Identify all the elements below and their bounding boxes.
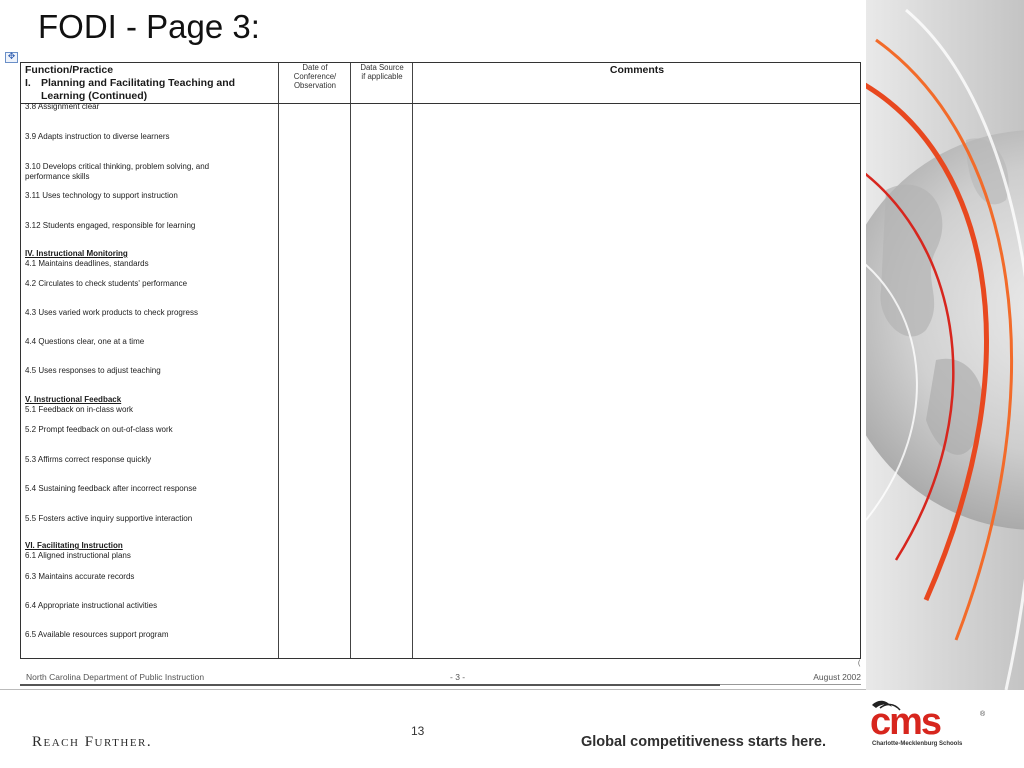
footer-page: - 3 - bbox=[450, 672, 466, 682]
data-source-header: Data Source if applicable bbox=[360, 63, 404, 81]
footer-date: August 2002 bbox=[813, 672, 861, 682]
table-row: 5.2 Prompt feedback on out-of-class work bbox=[25, 425, 173, 434]
section-heading: V. Instructional Feedback bbox=[25, 395, 122, 404]
table-row: 6.4 Appropriate instructional activities bbox=[25, 601, 158, 610]
corner-mark: ( bbox=[858, 660, 861, 667]
global-competitiveness-tagline: Global competitiveness starts here. bbox=[581, 734, 826, 750]
comments-header: Comments bbox=[609, 64, 665, 76]
section-heading: IV. Instructional Monitoring bbox=[25, 249, 128, 258]
table-row: 3.10 Develops critical thinking, problem solving, and bbox=[25, 162, 210, 171]
function-practice-title: Function/Practice bbox=[25, 64, 114, 76]
table-row: 4.1 Maintains deadlines, standards bbox=[25, 259, 149, 268]
logo-subtitle: Charlotte-Mecklenburg Schools bbox=[872, 741, 963, 747]
table-row: 3.11 Uses technology to support instruction bbox=[25, 191, 178, 200]
globe-graphic bbox=[866, 0, 1024, 690]
column-divider bbox=[278, 63, 279, 658]
fodi-form-table bbox=[20, 62, 861, 659]
table-row: performance skills bbox=[25, 172, 90, 181]
table-row: 5.3 Affirms correct response quickly bbox=[25, 455, 152, 464]
logo-registered-mark: ® bbox=[980, 711, 986, 718]
table-row: 4.4 Questions clear, one at a time bbox=[25, 337, 145, 346]
slide-page-number: 13 bbox=[411, 724, 425, 738]
logo-wordmark: cms bbox=[870, 701, 941, 743]
slide-title: FODI - Page 3: bbox=[38, 8, 260, 45]
function-practice-header bbox=[25, 64, 275, 103]
table-row: 6.3 Maintains accurate records bbox=[25, 572, 135, 581]
table-row: 3.8 Assignment clear bbox=[25, 102, 100, 111]
table-move-handle-icon[interactable]: ✥ bbox=[5, 52, 18, 63]
table-row: 3.9 Adapts instruction to diverse learners bbox=[25, 132, 170, 141]
footer-rule bbox=[720, 684, 861, 685]
slide-bottom-rule bbox=[0, 689, 866, 690]
table-row: 4.2 Circulates to check students' performance bbox=[25, 279, 188, 288]
column-divider bbox=[350, 63, 351, 658]
section-heading: VI. Facilitating Instruction bbox=[25, 541, 123, 550]
footer-rule bbox=[20, 684, 720, 686]
section-title: I. Planning and Facilitating Teaching and bbox=[25, 77, 236, 89]
section-title-continued: Learning (Continued) bbox=[41, 90, 148, 102]
table-row: 5.1 Feedback on in-class work bbox=[25, 405, 134, 414]
decorative-globe-image bbox=[866, 0, 1024, 690]
table-row: 5.4 Sustaining feedback after incorrect response bbox=[25, 484, 197, 493]
date-of-conference-header: Date of Conference/ Observation bbox=[293, 63, 337, 90]
footer-organization: North Carolina Department of Public Instruction bbox=[26, 672, 205, 682]
table-row: 4.3 Uses varied work products to check progress bbox=[25, 308, 198, 317]
table-row: 6.1 Aligned instructional plans bbox=[25, 551, 131, 560]
table-row: 3.12 Students engaged, responsible for learning bbox=[25, 221, 196, 230]
table-row: 6.5 Available resources support program bbox=[25, 630, 169, 639]
table-row: 4.5 Uses responses to adjust teaching bbox=[25, 366, 161, 375]
cms-logo bbox=[870, 699, 988, 759]
column-divider bbox=[412, 63, 413, 658]
table-row: 5.5 Fosters active inquiry supportive interaction bbox=[25, 514, 193, 523]
reach-further-tagline: Reach Further. bbox=[32, 734, 153, 750]
